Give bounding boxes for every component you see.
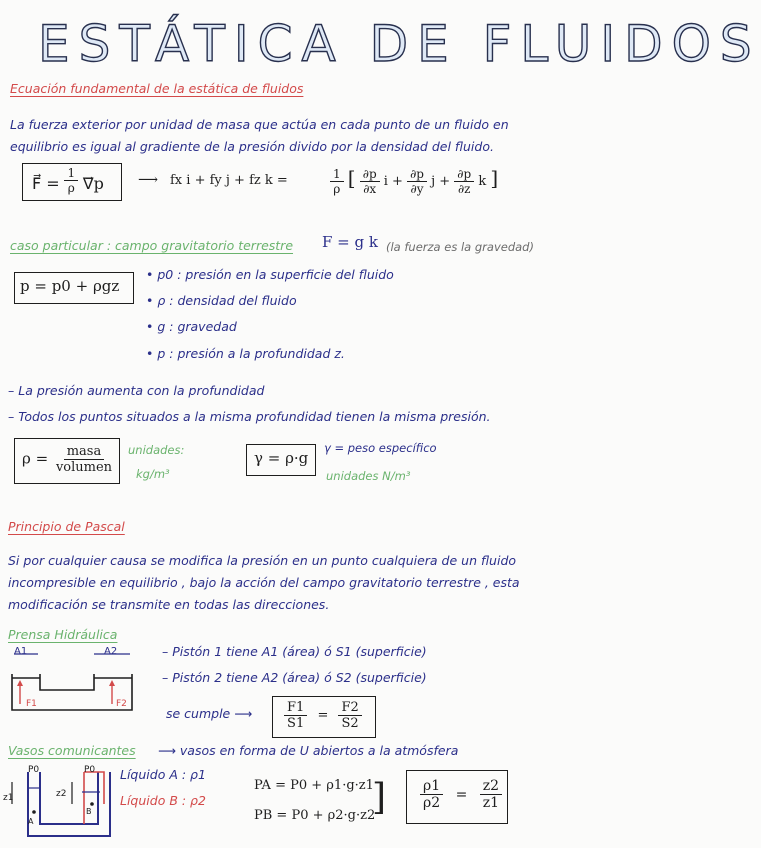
se-cumple-text: se cumple ⟶ — [166, 706, 253, 721]
paragraph-line: incompresible en equilibrio , bajo la acción del campo gravitatorio terrestre , esta — [8, 575, 520, 590]
density-denominator: volumen — [55, 460, 113, 475]
density-equation — [22, 444, 115, 475]
gravity-note: (la fuerza es la gravedad) — [386, 240, 534, 254]
bullet-item: • g : gravedad — [146, 319, 237, 334]
gravity-force-equation: F = g k — [322, 233, 378, 251]
pressure-equation: p = p0 + ρgz — [20, 277, 120, 295]
subheading-vasos: Vasos comunicantes — [8, 743, 136, 758]
piston-1-text: – Pistón 1 tiene A1 (área) ó S1 (superficie) — [162, 644, 427, 659]
ratio-left-numerator: F1 — [284, 700, 307, 716]
fig-a2-label: A2 — [104, 646, 118, 657]
ratio-right-denominator: S2 — [341, 716, 359, 731]
gamma-definition: γ = peso específico — [324, 441, 437, 455]
bullet-text: p : presión a la profundidad z. — [157, 346, 345, 361]
vasos-right-denominator: z1 — [482, 795, 500, 811]
vasos-ratio: $\frac{\rho 1}{\rho 2}$ = $\frac{z2}{z1}$ — [420, 778, 502, 811]
page-title: ESTÁTICA DE FLUIDOS — [38, 15, 761, 73]
fig-point-a: A — [28, 817, 34, 826]
fig-f1-label: F1 — [26, 699, 37, 709]
liquid-b-label: Líquido B : ρ2 — [120, 793, 206, 808]
bullet-text: ρ : densidad del fluido — [157, 293, 297, 308]
section-heading-fundamental: Ecuación fundamental de la estática de fluidos — [10, 81, 304, 96]
expanded-left: fx i + fy j + fz k = — [170, 173, 288, 188]
bullet-text: g : gravedad — [157, 319, 237, 334]
fig-z2: z2 — [56, 789, 67, 799]
equation-bracket: ] — [372, 777, 387, 818]
subheading-prensa: Prensa Hidráulica — [8, 627, 118, 642]
liquid-a-label: Líquido A : ρ1 — [120, 767, 206, 782]
rule-line: – La presión aumenta con la profundidad — [8, 383, 265, 398]
vasos-left-numerator: ρ1 — [420, 778, 443, 795]
bullet-item: • ρ : densidad del fluido — [146, 293, 297, 308]
fig-point-b: B — [86, 807, 92, 816]
vasos-description: ⟶ vasos en forma de U abiertos a la atmósfera — [158, 743, 459, 758]
paragraph-line: Si por cualquier causa se modifica la presión en un punto cualquiera de un fluido — [8, 553, 517, 568]
fundamental-equation: F⃗ = $\frac{1}{\rho}$ ∇⃗p — [32, 166, 104, 195]
ratio-right-numerator: F2 — [338, 700, 361, 716]
bullet-item: • p : presión a la profundidad z. — [146, 346, 345, 361]
bullet-item: • p0 : presión en la superficie del fluido — [146, 267, 394, 282]
paragraph-line: La fuerza exterior por unidad de masa que actúa en cada punto de un fluido en — [10, 117, 509, 132]
piston-2-text: – Pistón 2 tiene A2 (área) ó S2 (superficie) — [162, 670, 427, 685]
units-value: kg/m³ — [136, 467, 170, 481]
pb-equation: PB = P0 + ρ2·g·z2 — [254, 808, 376, 823]
section-heading-pascal: Principio de Pascal — [8, 519, 125, 534]
gamma-units: unidades N/m³ — [326, 469, 411, 483]
section-heading-gravity: caso particular : campo gravitatorio terrestre — [10, 238, 294, 253]
rule-line: – Todos los puntos situados a la misma profundidad tienen la misma presión. — [8, 409, 491, 424]
density-label: ρ = — [22, 449, 49, 468]
fig-a1-label: A1 — [14, 646, 28, 657]
paragraph-line: modificación se transmite en todas las direcciones. — [8, 597, 330, 612]
bullet-text: p0 : presión en la superficie del fluido — [157, 267, 394, 282]
pa-equation: PA = P0 + ρ1·g·z1 — [254, 778, 374, 793]
vasos-left-denominator: ρ2 — [423, 795, 441, 811]
arrow: ⟶ — [138, 172, 159, 188]
density-numerator: masa — [64, 444, 105, 460]
fig-p0-right: P0 — [84, 765, 96, 775]
fig-p0-left: P0 — [28, 765, 40, 775]
paragraph-line: equilibrio es igual al gradiente de la presión divido por la densidad del fluido. — [10, 139, 494, 154]
expanded-right: $\frac{1}{\rho}$ [ $\frac{\partial p}{\partial x}$ i + $\frac{\partial p}{\partial y}$ j + $\frac{\partial p}{\partial z}$ k ] — [330, 166, 498, 196]
fig-z1: z1 — [3, 793, 14, 803]
vasos-right-numerator: z2 — [480, 778, 502, 795]
ratio-left-denominator: S1 — [287, 716, 305, 731]
gamma-equation: γ = ρ·g — [254, 449, 309, 467]
u-tube-diagram — [4, 764, 114, 844]
units-label: unidades: — [128, 443, 185, 457]
pascal-ratio: $\frac{F1}{S1}$ = $\frac{F2}{S2}$ — [284, 700, 362, 731]
fig-f2-label: F2 — [116, 699, 127, 709]
